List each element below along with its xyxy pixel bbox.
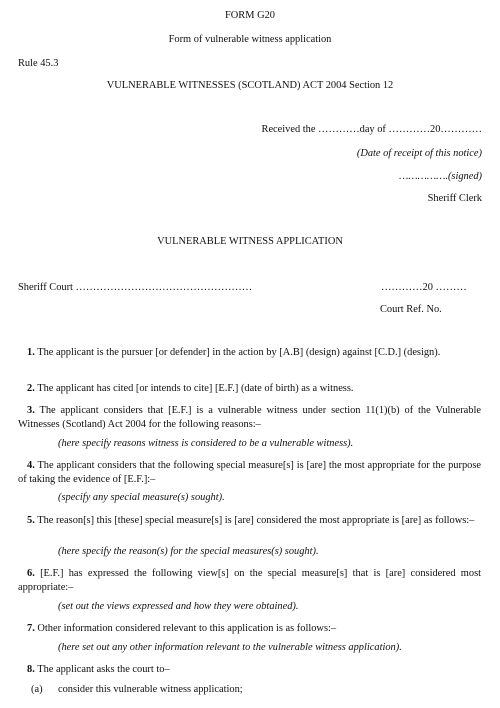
paragraph-5: [18, 514, 481, 528]
paragraph-6: [18, 567, 481, 594]
paragraph-number: 5.: [27, 515, 35, 526]
paragraph-text: The applicant is the pursuer [or defender] in the action by [A.B] (design) against [C.D.] (design).: [37, 347, 441, 358]
application-title: VULNERABLE WITNESS APPLICATION: [157, 236, 343, 247]
paragraph-text: The applicant considers that [E.F.] is a vulnerable witness under section 11(1)(b) of the Vulnerable Witnesses (Scotland) Act 2004 for the following reasons:–: [18, 405, 481, 430]
paragraph-text: Other information considered relevant to this application is as follows:–: [37, 623, 337, 634]
act-heading: VULNERABLE WITNESSES (SCOTLAND) ACT 2004 Section 12: [106, 80, 394, 91]
receipt-note: (Date of receipt of this notice): [356, 148, 482, 159]
court-ref: Court Ref. No.: [380, 304, 442, 315]
paragraph-4: [18, 459, 481, 486]
paragraph-text: The applicant asks the court to–: [37, 664, 170, 675]
paragraph-7-note: (here set out any other information relevant to the vulnerable witness application).: [58, 642, 402, 653]
paragraph-number: 3.: [27, 405, 35, 416]
sheriff-clerk: Sheriff Clerk: [427, 193, 482, 204]
paragraph-1: [18, 346, 481, 360]
date-blank: …………20 ………: [381, 282, 467, 293]
paragraph-4-note: (specify any special measure(s) sought).: [58, 492, 225, 503]
paragraph-number: 2.: [27, 383, 35, 394]
paragraph-3-note: (here specify reasons witness is considered to be a vulnerable witness).: [58, 438, 354, 449]
signed-line: …………….(signed): [399, 171, 482, 182]
paragraph-number: 1.: [27, 347, 35, 358]
paragraph-8: [18, 663, 481, 677]
form-subtitle: Form of vulnerable witness application: [168, 34, 332, 45]
sub-item-text: consider this vulnerable witness application;: [58, 684, 243, 695]
paragraph-3: [18, 404, 481, 431]
received-line: Received the …………day of …………20…………: [261, 124, 482, 135]
rule-reference: Rule 45.3: [18, 58, 59, 69]
paragraph-2: [18, 382, 481, 396]
paragraph-number: 6.: [27, 568, 35, 579]
paragraph-text: The reason[s] this [these] special measure[s] is [are] considered the most appropriate is [are] as follows:–: [37, 515, 475, 526]
paragraph-text: [E.F.] has expressed the following view[s] on the special measure[s] that is [are] considered most appropriate:–: [18, 568, 481, 593]
paragraph-5-note: (here specify the reason(s) for the special measures(s) sought).: [58, 546, 319, 557]
paragraph-number: 7.: [27, 623, 35, 634]
sheriff-court-line: Sheriff Court ……………………………………………: [18, 282, 253, 293]
paragraph-6-note: (set out the views expressed and how they were obtained).: [58, 601, 299, 612]
paragraph-text: The applicant considers that the following special measure[s] is [are] the most appropriate for the purpose of taking the evidence of [E.F.]:–: [18, 460, 481, 485]
paragraph-number: 8.: [27, 664, 35, 675]
paragraph-7: [18, 622, 481, 636]
paragraph-text: The applicant has cited [or intends to cite] [E.F.] (date of birth) as a witness.: [37, 383, 354, 394]
paragraph-number: 4.: [27, 460, 35, 471]
sub-item-label: (a): [31, 684, 43, 695]
form-code: FORM G20: [225, 10, 275, 21]
